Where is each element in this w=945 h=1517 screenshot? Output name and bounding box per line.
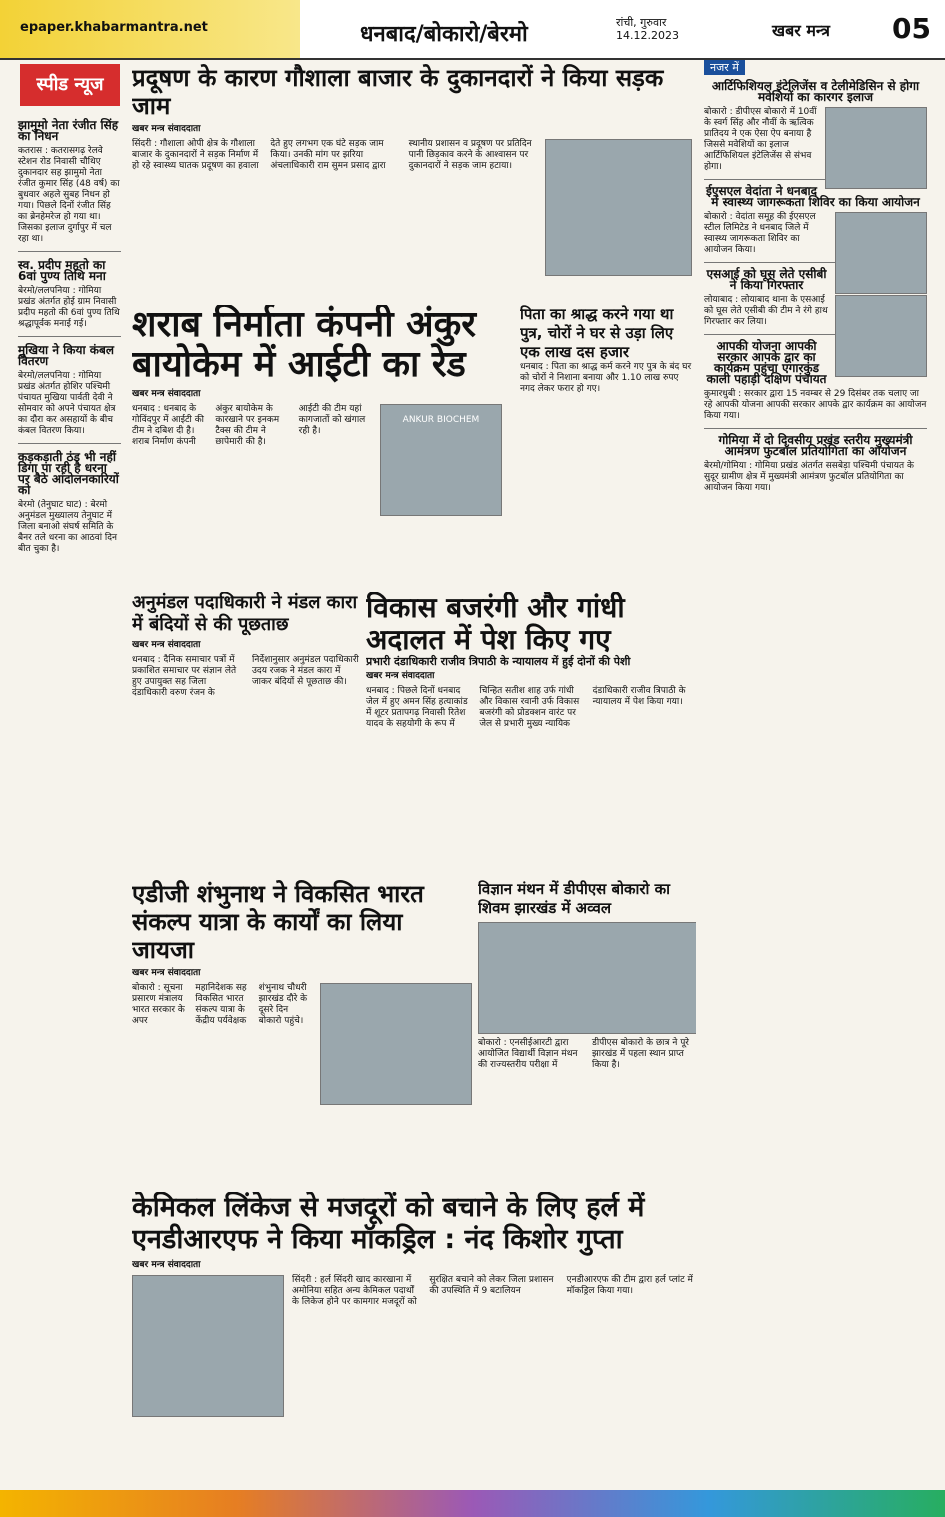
right-column: [704, 60, 927, 1470]
byline: खबर मन्त्र संवाददाता: [132, 389, 201, 399]
story-headline: स्व. प्रदीप महतो का 6वां पुण्य तिथि मना: [18, 258, 106, 283]
section-title: धनबाद/बोकारो/बेरमो: [360, 22, 528, 47]
story-headline: विज्ञान मंथन में डीपीएस बोकारो का शिवम झारखंड में अव्वल: [478, 880, 671, 917]
story-text: धनबाद : पिछले दिनों धनबाद जेल में हुए अमन सिंह हत्याकांड में शूटर प्रतापगढ़ निवासी रितेश यादव के सहयोगी के रूप में चिन्हित सतीश शाह उर्फ गांधी और विकास रवानी उर्फ विकास बजरंगी को प्रोडक्शन वारंट पर जेल से प्रभारी मुख्य न्यायिक दंडाधिकारी राजीव त्रिपाठी के न्यायालय में पेश किया गया।: [366, 686, 686, 729]
story-text: कतरास : कतरासगढ़ रेलवे स्टेशन रोड निवासी चौथिए दुकानदार सह झामुमो नेता रंजीत कुमार सिंह (48 वर्ष) का बुधवार अहले सुबह निधन हो गया। पिछले दिनों रंजीत सिंह का ब्रेनहेमरेज हो गया था। जिसका इलाज दुर्गापुर में चल रहा था।: [18, 146, 120, 244]
byline: खबर मन्त्र संवाददाता: [132, 124, 201, 134]
left-story-2: [18, 260, 121, 330]
right-story-2: [704, 186, 927, 256]
story-adg: [132, 880, 472, 1180]
site-url[interactable]: epaper.khabarmantra.net: [20, 20, 208, 35]
divider: [18, 251, 121, 252]
story-text: बेरमो/ललपनिया : गोमिया प्रखंड अंतर्गत होई ग्राम निवासी प्रदीप महतो की 6वां पुण्य तिथि श्रद्धापूर्वक मनाई गई।: [18, 286, 120, 329]
story-text: धनबाद : दैनिक समाचार पत्रों में प्रकाशित समाचार पर संज्ञान लेते हुए उपायुक्त सह जिला दंडाधिकारी वरुण रंजन के निर्देशानुसार अनुमंडल पदाधिकारी उदय रजक ने मंडल कारा में जाकर बंदियों से पूछताछ की।: [132, 655, 359, 698]
story-text: सिंदरी : हर्ल सिंदरी खाद कारखाना में अमोनिया सहित अन्य केमिकल पदार्थों के लिकेज होने पर कामगार मजदूरों को सुरक्षित बचाने को लेकर जिला प्रशासन की उपस्थिति में 9 बटालियन एनडीआरएफ की टीम द्वारा हर्ल प्लांट में मॉकड्रिल किया गया।: [292, 1275, 693, 1307]
story-photo: [545, 139, 692, 276]
left-story-1: [18, 120, 121, 245]
dateline: [616, 16, 679, 42]
byline: खबर मन्त्र संवाददाता: [366, 671, 435, 681]
story-sdm: [132, 592, 362, 856]
story-text: बेरमो/गोमिया : गोमिया प्रखंड अंतर्गत ससबेड़ा पश्चिमी पंचायत के सुदूर ग्रामीण क्षेत्र में मुख्यमंत्री आमंत्रण फुटबॉल प्रतियोगिता का आयोजन किया गया।: [704, 461, 914, 493]
story-headline: शराब निर्माता कंपनी अंकुर बायोकेम में आईटी का रेड: [132, 305, 476, 385]
story-road-blockade: [132, 64, 692, 302]
story-text: बोकारो : एनसीईआरटी द्वारा आयोजित विद्यार्थी विज्ञान मंथन की राज्यस्तरीय परीक्षा में डीपीएस बोकारो के छात्र ने पूरे झारखंड में पहला स्थान प्राप्त किया है।: [478, 1038, 689, 1070]
story-photo: [478, 922, 696, 1034]
story-theft: [520, 305, 695, 571]
brand-name: खबर मन्त्र: [772, 21, 830, 40]
divider: [704, 428, 927, 429]
story-text: बोकारो : सूचना प्रसारण मंत्रालय भारत सरकार के अपर महानिदेशक सह विकसित भारत संकल्प यात्रा के केंद्रीय पर्यवेक्षक शंभुनाथ चौधरी झारखंड दौरे के दूसरे दिन बोकारो पहुंचे।: [132, 983, 308, 1026]
page-header: [0, 0, 945, 60]
story-headline: ईएसएल वेदांता ने धनबाद में स्वास्थ्य जागरूकता शिविर का किया आयोजन: [705, 184, 920, 209]
story-headline: कड़कड़ाती ठंड भी नहीं डिगा पा रही है धरना पर बैठे आंदोलनकारियों को: [18, 450, 119, 497]
byline: खबर मन्त्र संवाददाता: [132, 1260, 201, 1270]
right-story-5: [704, 435, 927, 494]
story-headline: पिता का श्राद्ध करने गया था पुत्र, चोरों ने घर से उड़ा लिए एक लाख दस हजार: [520, 305, 674, 361]
story-headline: गोमिया में दो दिवसीय प्रखंड स्तरीय मुख्यमंत्री आमंत्रण फुटबॉल प्रतियोगिता का आयोजन: [718, 433, 913, 458]
story-science: [478, 880, 696, 1180]
story-court: [366, 592, 696, 856]
page-number: 05: [892, 12, 931, 45]
story-it-raid: [132, 305, 502, 571]
left-story-3: [18, 345, 121, 437]
story-headline: आपकी योजना आपकी सरकार आपके द्वार का कार्यक्रम पहुंचा एगारकुंड काली पहाड़ी दक्षिण पंचायत: [706, 339, 827, 386]
story-text: कुमारधुबी : सरकार द्वारा 15 नवम्बर से 29 दिसंबर तक चलाए जा रहे आपकी योजना आपकी सरकार आपके द्वार कार्यक्रम का आयोजन किया गया।: [704, 389, 927, 421]
story-text: बेरमो/ललपनिया : गोमिया प्रखंड अंतर्गत होशिर पश्चिमी पंचायत मुखिया पार्वती देवी ने सोमवार को अपने पंचायत क्षेत्र का दौरा कर असहायों के बीच कंबल वितरण किया।: [18, 371, 116, 436]
date-city: रांची, गुरुवार: [616, 16, 667, 29]
story-headline: प्रदूषण के कारण गौशाला बाजार के दुकानदारों ने किया सड़क जाम: [132, 64, 664, 120]
story-photo: [320, 983, 472, 1105]
byline: खबर मन्त्र संवाददाता: [132, 968, 201, 978]
story-text: लोयाबाद : लोयाबाद थाना के एसआई को घूस लेते एसीबी की टीम ने रंगे हाथ गिरफ्तार कर लिया।: [704, 295, 828, 327]
photo-sign: ANKUR BIOCHEM: [402, 415, 480, 425]
story-text: सिंदरी : गौशाला ओपी क्षेत्र के गौशाला बाजार के दुकानदारों ने सड़क निर्माण में हो रहे स्वास्थ्य घातक प्रदूषण का हवाला देते हुए लगभग एक घंटे सड़क जाम किया। उनकी मांग पर झरिया अंचलाधिकारी राम सुमन प्रसाद द्वारा स्थानीय प्रशासन व प्रदूषण पर प्रतिदिन पानी छिड़काव करने के आश्वासन पर दुकानदारों ने सड़क जाम हटाया।: [132, 139, 532, 171]
date: 14.12.2023: [616, 29, 679, 42]
right-story-1: [704, 60, 927, 173]
story-text: बोकारो : वेदांता समूह की ईएसएल स्टील लिमिटेड ने धनबाद जिले में स्वास्थ्य जागरूकता शिविर का आयोजन किया।: [704, 212, 816, 255]
story-headline: झामुमो नेता रंजीत सिंह का निधन: [18, 118, 119, 143]
story-text: धनबाद : पिता का श्राद्ध कर्म करने गए पुत्र के बंद घर को चोरों ने निशाना बनाया और 1.10 लाख रुपए नगद लेकर फरार हो गए।: [520, 362, 692, 394]
story-subheadline: प्रभारी दंडाधिकारी राजीव त्रिपाठी के न्यायालय में हुई दोनों की पेशी: [366, 655, 631, 668]
story-photo: [825, 107, 927, 189]
story-headline: आर्टिफिशियल इंटेलिजेंस व टेलीमेडिसिन से होगा मवेशियों का कारगर इलाज: [711, 79, 920, 104]
speed-news-logo: स्पीड न्यूज: [20, 64, 120, 106]
story-text: बोकारो : डीपीएस बोकारो में 10वीं के स्वर्ग सिंह और नौवीं के ऋत्विक प्रातिदय ने एक ऐसा ऐप बनाया है जिससे मवेशियों का इलाज आर्टिफिशियल इंटेलिजेंस से संभव होगा।: [704, 107, 817, 172]
story-text: धनबाद : धनबाद के गोविंदपुर में आईटी की टीम ने दबिश दी है। शराब निर्माण कंपनी अंकुर बायोकेम के कारखाने पर इनकम टैक्स की टीम ने छापेमारी की है। आईटी की टीम यहां कागजातों को खंगाल रही है।: [132, 404, 366, 447]
story-photo: [132, 1275, 284, 1417]
story-headline: अनुमंडल पदाधिकारी ने मंडल कारा में बंदियों से की पूछताछ: [132, 592, 358, 635]
story-photo: [835, 295, 927, 377]
story-ndrf: [132, 1192, 694, 1482]
story-photo: [380, 404, 502, 516]
left-column: [18, 112, 121, 1472]
page-footer-strip: [0, 1490, 945, 1517]
byline: खबर मन्त्र संवाददाता: [132, 640, 201, 650]
story-photo: [835, 212, 927, 294]
story-headline: केमिकल लिंकेज से मजदूरों को बचाने के लिए हर्ल में एनडीआरएफ ने किया मॉकड्रिल : नंद किशोर गुप्ता: [132, 1192, 645, 1255]
left-story-4: [18, 452, 121, 555]
story-text: बेरमो (तेनुघाट घाट) : बेरमो अनुमंडल मुख्यालय तेनुघाट में जिला बनाओ संघर्ष समिति के बैनर तले धरना का आठवां दिन बीत चुका है।: [18, 500, 118, 554]
story-headline: विकास बजरंगी और गांधी अदालत में पेश किए गए: [366, 592, 625, 656]
section-label: नजर में: [704, 60, 745, 75]
divider: [18, 443, 121, 444]
story-headline: मुखिया ने किया कंबल वितरण: [18, 343, 114, 368]
story-headline: एडीजी शंभुनाथ ने विकसित भारत संकल्प यात्रा के कार्यों का लिया जायजा: [132, 880, 424, 964]
divider: [18, 336, 121, 337]
story-headline: एसआई को घूस लेते एसीबी ने किया गिरफ्तार: [706, 267, 827, 292]
